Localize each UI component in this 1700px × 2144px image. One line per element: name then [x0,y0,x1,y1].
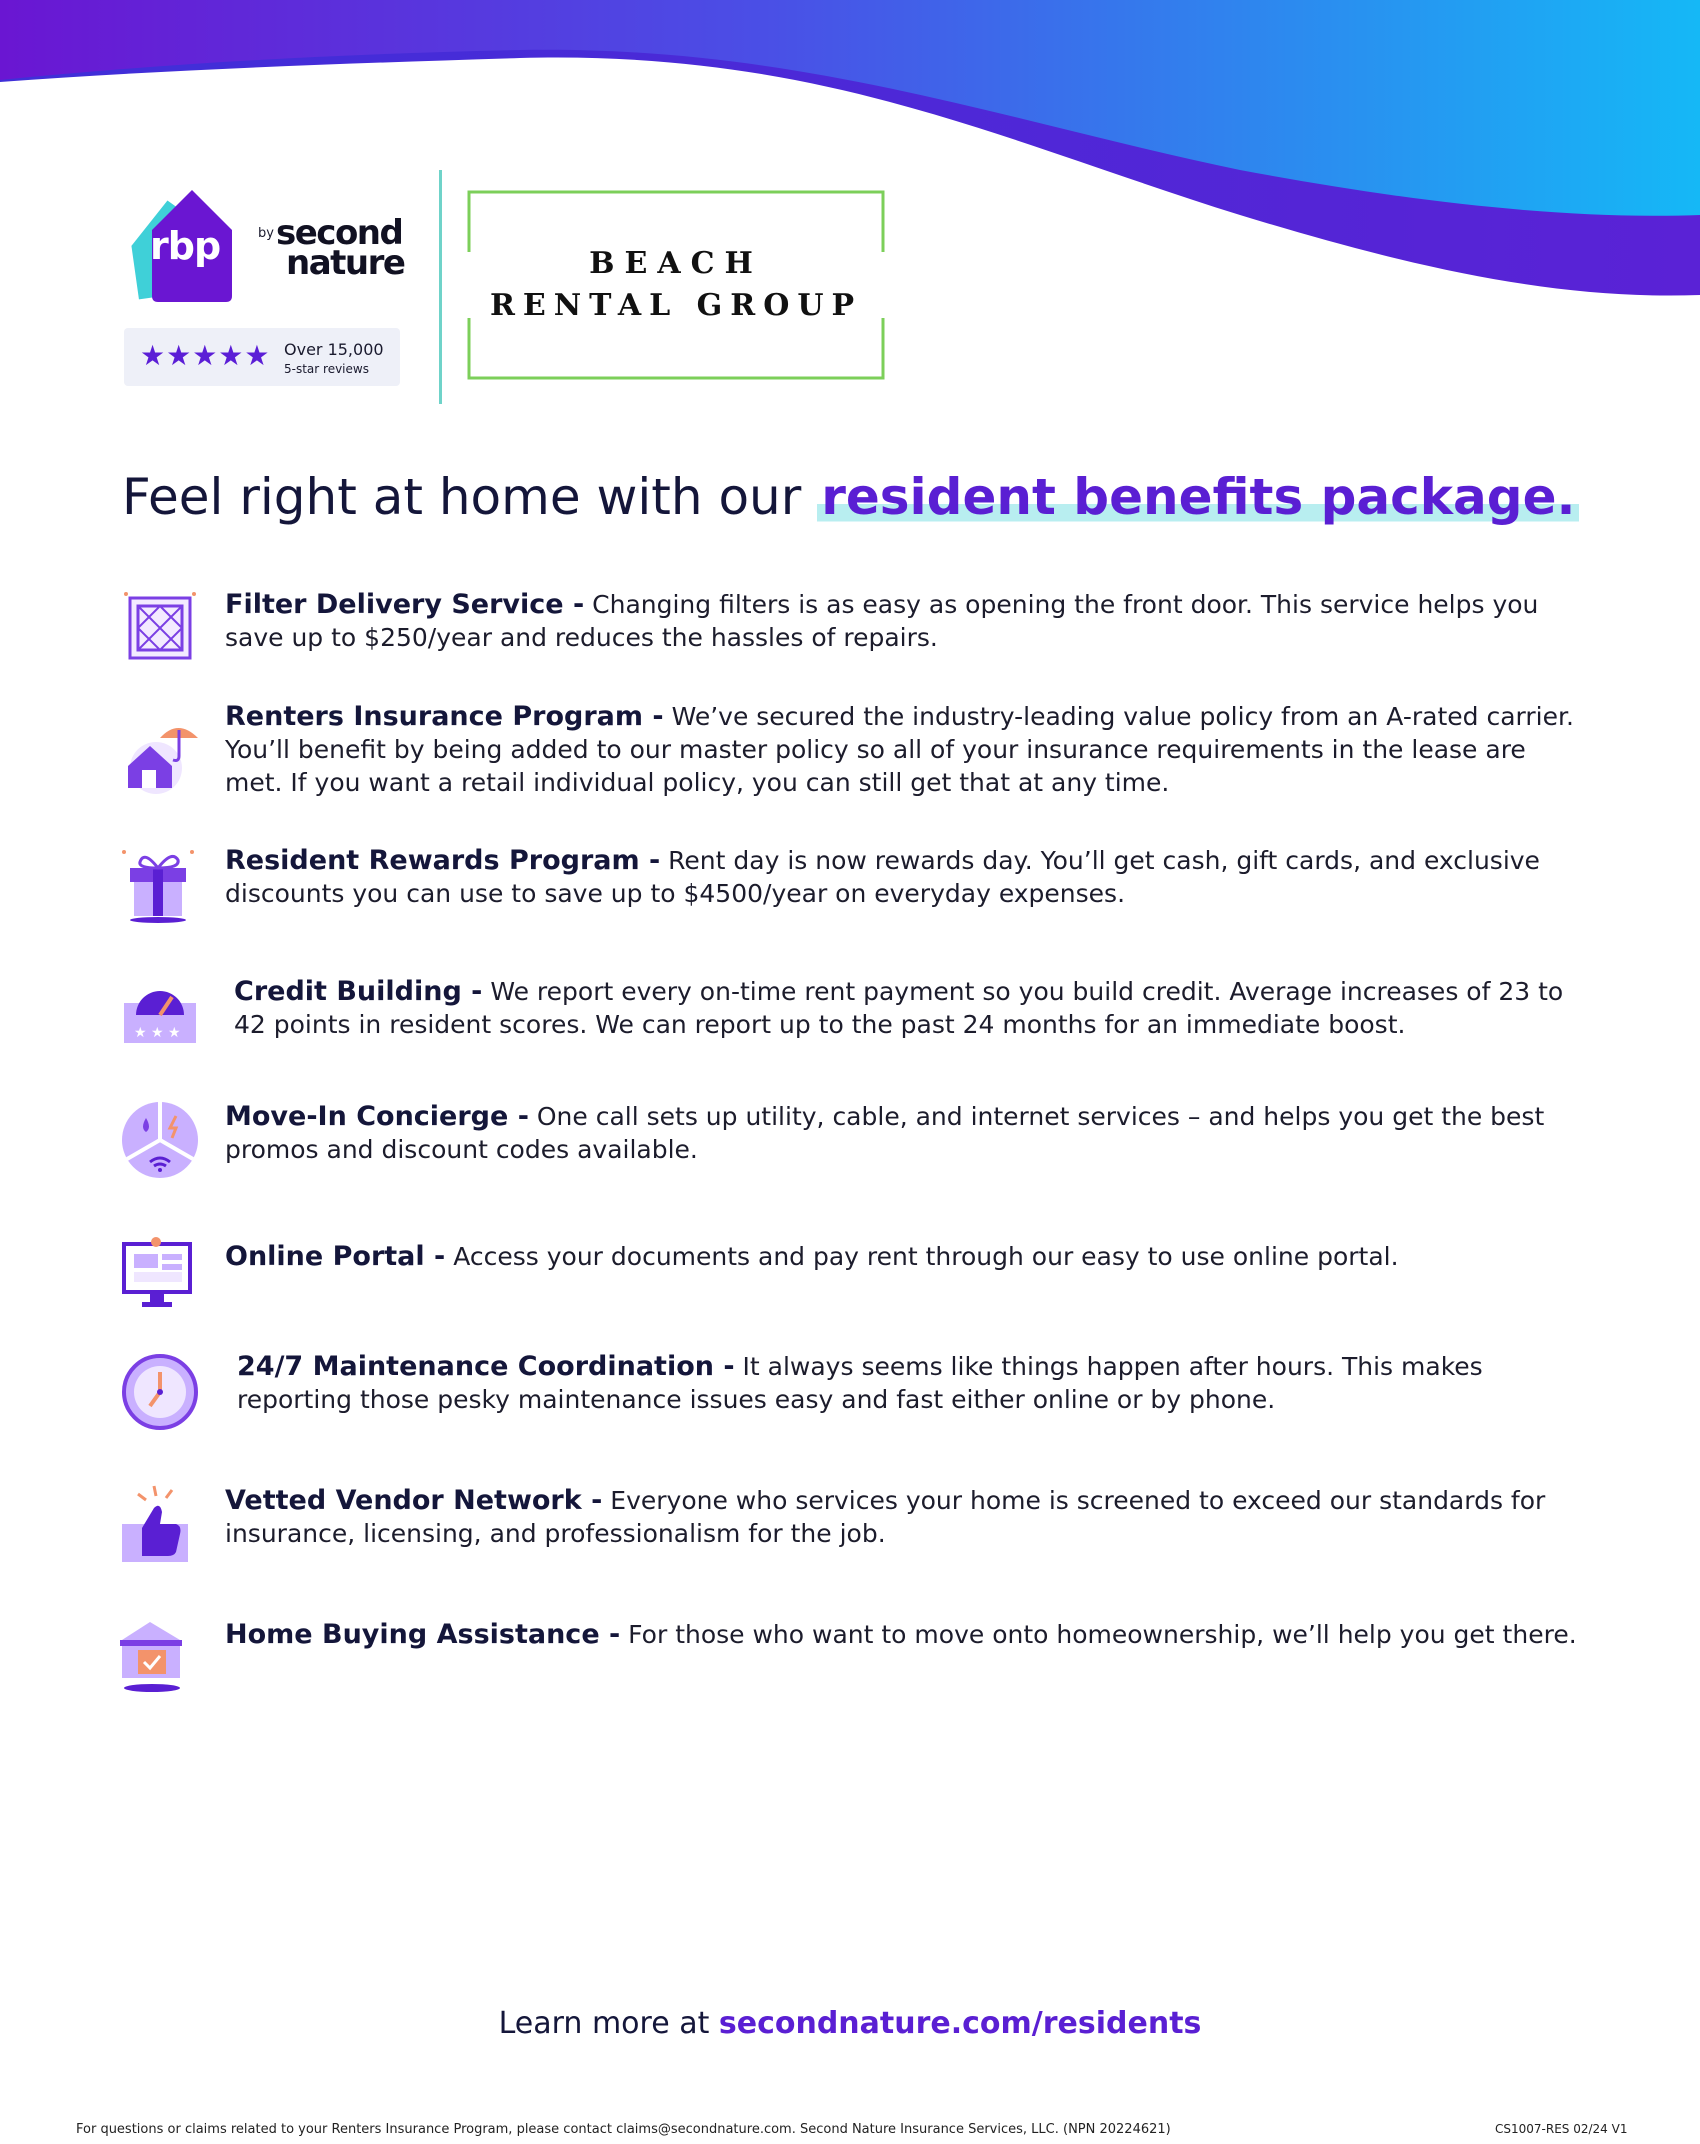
by-label: by [258,226,274,241]
benefit-text [225,1240,1585,1273]
page-headline [122,468,1602,526]
rbp-logo-block [124,176,424,386]
benefit-body: Everyone who services your home is screened to exceed our standards for insurance, licensing, and professionalism for the job. [225,1486,1546,1548]
reviews-count: Over 15,000 [284,340,384,359]
benefit-text [225,588,1585,654]
benefit-body: It always seems like things happen after hours. This makes reporting those pesky maintenance issues easy and fast either online or by phone. [237,1352,1483,1414]
logo-divider [439,170,442,404]
monitor-portal-icon [120,1234,200,1314]
benefit-text [225,1618,1585,1651]
utilities-icon [120,1100,200,1180]
umbrella-house-icon [120,716,200,796]
benefit-text [237,1350,1597,1416]
five-star-rating-icon: ★★★★★ [140,339,271,372]
partner-name-line1: BEACH [589,246,763,281]
benefit-title: Move-In Concierge - [225,1101,529,1132]
second-nature-logo-text [276,213,405,283]
second-nature-line1: second [276,213,403,253]
headline-highlight: resident benefits package. [817,468,1579,526]
thumbs-up-icon [120,1484,200,1564]
benefit-title: Credit Building - [234,976,483,1007]
benefit-body: We’ve secured the industry-leading value policy from an A-rated carrier. You’ll benefit by being added to our master policy so all of your insurance requirements in the lease are met. If you want a retail individual policy, you can still get that at any time. [225,702,1574,797]
benefit-body: We report every on-time rent payment so you build credit. Average increases of 23 to 42 points in resident scores. We can report up to the past 24 months for an immediate boost. [234,977,1564,1039]
reviews-caption: 5-star reviews [284,362,369,376]
partner-logo [467,190,885,380]
benefit-text [225,1100,1585,1166]
learn-more-link[interactable]: secondnature.com/residents [718,2006,1202,2041]
rbp-logo-text: rbp [150,224,221,268]
learn-more-lead: Learn more at [498,2006,719,2041]
benefit-title: Online Portal - [225,1241,446,1272]
benefit-body: For those who want to move onto homeownership, we’ll help you get there. [620,1620,1577,1649]
home-check-icon [120,1618,200,1698]
second-nature-line2: nature [286,243,405,283]
benefit-body: Access your documents and pay rent through our easy to use online portal. [445,1242,1399,1271]
benefit-title: Home Buying Assistance - [225,1619,621,1650]
benefit-title: Vetted Vendor Network - [225,1485,603,1516]
headline-lead: Feel right at home with our [122,468,818,526]
benefit-body: Rent day is now rewards day. You’ll get cash, gift cards, and exclusive discounts you can use to save up to $4500/year on everyday expenses. [225,846,1540,908]
learn-more-line [0,2006,1700,2041]
benefit-title: Filter Delivery Service - [225,589,585,620]
credit-gauge-icon [120,975,200,1055]
benefit-body: Changing filters is as easy as opening the front door. This service helps you save up to $250/year and reduces the hassles of repairs. [225,590,1539,652]
partner-logo-frame [467,190,885,380]
benefit-body: One call sets up utility, cable, and internet services – and helps you get the best promos and discount codes available. [225,1102,1545,1164]
reviews-badge [124,328,400,386]
benefit-title: Resident Rewards Program - [225,845,661,876]
gift-icon [120,844,200,924]
benefit-text [225,1484,1585,1550]
benefit-text [234,975,1594,1041]
clock-icon [120,1350,200,1430]
benefit-text [225,844,1585,910]
filter-icon [120,588,200,668]
footer-note: For questions or claims related to your Renters Insurance Program, please contact claims@secondnature.com. Second Nature Insurance Services, LLC. (NPN 20224621) [76,2122,1171,2137]
benefit-title: 24/7 Maintenance Coordination - [237,1351,735,1382]
document-code: CS1007-RES 02/24 V1 [1495,2122,1628,2136]
partner-name-line2: RENTAL GROUP [489,288,863,323]
benefit-title: Renters Insurance Program - [225,701,664,732]
benefit-text [225,700,1585,799]
svg-text:★ ★ ★: ★ ★ ★ [134,1025,181,1041]
